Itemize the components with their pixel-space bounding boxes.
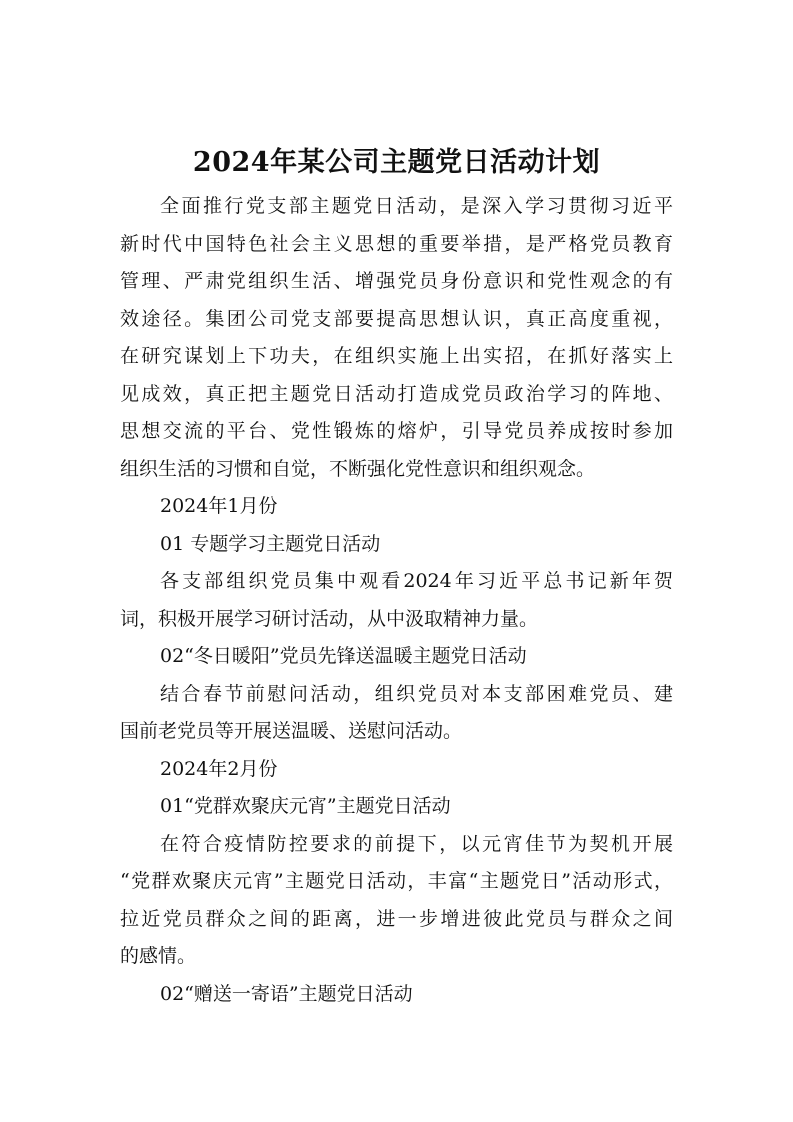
- january-item1-line: 各支部组织党员集中观看2024年习近平总书记新年贺: [160, 570, 673, 592]
- february-item1-line: 的感情。: [120, 945, 197, 967]
- intro-line: 管理、严肃党组织生活、增强党员身份意识和党性观念的有: [120, 270, 673, 292]
- intro-line: 在研究谋划上下功夫，在组织实施上出实招，在抓好落实上: [120, 345, 673, 367]
- january-item1-title: 01 专题学习主题党日活动: [160, 532, 381, 555]
- january-item2-line: 结合春节前慰问活动，组织党员对本支部困难党员、建: [160, 682, 673, 705]
- january-item2-line: 国前老党员等开展送温暖、送慰问活动。: [120, 720, 463, 742]
- intro-line: 新时代中国特色社会主义思想的重要举措，是严格党员教育: [120, 232, 673, 255]
- february-item1-title: 01“党群欢聚庆元宵”主题党日活动: [160, 795, 451, 817]
- intro-line: 效途径。集团公司党支部要提高思想认识，真正高度重视，: [120, 307, 673, 330]
- intro-line: 全面推行党支部主题党日活动，是深入学习贯彻习近平: [160, 195, 673, 217]
- february-item1-line: “党群欢聚庆元宵”主题党日活动，丰富“主题党日”活动形式，: [120, 870, 673, 892]
- intro-line: 见成效，真正把主题党日活动打造成党员政治学习的阵地、: [120, 382, 673, 405]
- february-item1-line: 在符合疫情防控要求的前提下，以元宵佳节为契机开展: [160, 832, 673, 855]
- document-body: [120, 188, 673, 1013]
- intro-line: 思想交流的平台、党性锻炼的熔炉，引导党员养成按时参加: [120, 420, 673, 442]
- february-item2-title: 02“赠送一寄语”主题党日活动: [160, 982, 413, 1005]
- february-item1-line: 拉近党员群众之间的距离，进一步增进彼此党员与群众之间: [120, 907, 673, 930]
- january-heading: 2024年1月份: [160, 495, 278, 517]
- document-title: 2024年某公司主题党日活动计划: [192, 147, 601, 178]
- january-item2-title: 02“冬日暖阳”党员先锋送温暖主题党日活动: [160, 645, 527, 667]
- february-heading: 2024年2月份: [160, 757, 278, 780]
- intro-line: 组织生活的习惯和自觉，不断强化党性意识和组织观念。: [120, 457, 596, 480]
- january-item1-line: 词，积极开展学习研讨活动，从中汲取精神力量。: [120, 607, 539, 630]
